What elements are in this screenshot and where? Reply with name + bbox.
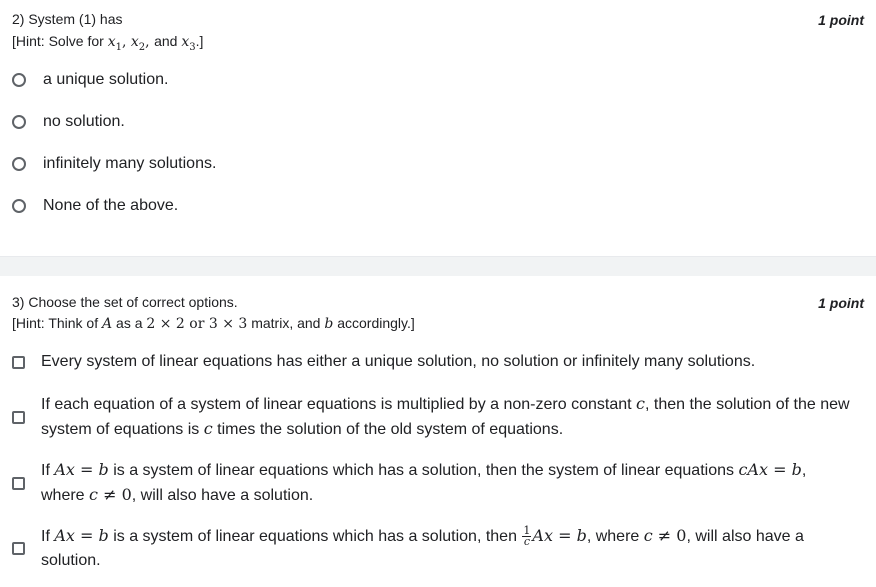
math-fraction-one-over-c: [522, 526, 531, 547]
radio-button[interactable]: [12, 115, 26, 129]
question-2-points: 1 point: [818, 12, 864, 28]
question-3-option-3[interactable]: [12, 458, 864, 508]
hint-dim-2x2: 2 × 2: [146, 316, 185, 332]
hint-dim-3x3: 3 × 3: [208, 316, 248, 332]
radio-button[interactable]: [12, 199, 26, 213]
radio-button[interactable]: [12, 73, 26, 87]
radio-button[interactable]: [12, 157, 26, 171]
math-Ax: Ax: [532, 526, 553, 545]
hint-suffix: accordingly.]: [333, 315, 415, 331]
math-b: b: [791, 460, 802, 479]
option-label: None of the above.: [43, 197, 179, 214]
math-b: b: [98, 460, 109, 479]
question-2-option-3[interactable]: [12, 152, 864, 176]
option-text: If: [41, 462, 55, 479]
hint-sub-1: 1: [115, 41, 122, 53]
math-c: c: [636, 394, 645, 413]
fraction-denominator: c: [523, 535, 530, 549]
option-label: [41, 458, 806, 508]
option-label: no solution.: [43, 113, 125, 130]
math-c: c: [89, 485, 98, 504]
math-neq-zero: ≠ 0: [98, 485, 132, 504]
hint-sub-3: 3: [189, 41, 196, 53]
fraction-numerator: 1: [523, 524, 531, 538]
hint-and: and: [154, 33, 178, 49]
option-text: , where: [586, 528, 644, 545]
math-c: c: [643, 526, 653, 545]
option-text: is a system of linear equations which has a solution, then the system of linear equations: [108, 462, 739, 479]
question-2-option-2[interactable]: [12, 110, 864, 134]
math-c: c: [203, 419, 213, 438]
checkbox[interactable]: [12, 477, 25, 490]
option-text: system of equations is: [41, 421, 204, 438]
math-equals: =: [553, 526, 577, 545]
option-text: , will also have a: [686, 528, 804, 545]
question-3-points: 1 point: [818, 295, 864, 311]
math-Ax: Ax: [54, 460, 75, 479]
option-text: solution.: [41, 552, 101, 569]
option-label: infinitely many solutions.: [43, 155, 217, 172]
hint-prefix: [Hint: Solve for: [12, 33, 108, 49]
question-2-title: 2) System (1) has: [12, 11, 123, 27]
option-label: [41, 392, 850, 442]
hint-prefix: [Hint: Think of: [12, 315, 103, 331]
option-text: If: [41, 528, 55, 545]
question-3-option-1[interactable]: [12, 350, 864, 374]
checkbox[interactable]: [12, 356, 25, 369]
option-text: is a system of linear equations which has a solution, then: [108, 528, 522, 545]
math-b: b: [576, 526, 587, 545]
question-2-card: [0, 0, 876, 256]
question-3-hint: [12, 315, 415, 332]
option-text: , then the solution of the new: [644, 396, 850, 413]
math-Ax: Ax: [54, 526, 75, 545]
option-text: , will also have a solution.: [131, 487, 314, 504]
question-2-option-4[interactable]: [12, 194, 864, 218]
question-2-option-1[interactable]: [12, 68, 864, 92]
option-label: [41, 524, 804, 573]
math-equals: =: [74, 460, 99, 479]
question-divider: [0, 256, 876, 277]
question-2-hint: [Hint: Solve for $x_1$, $x_2$, and $x_3$.]: [12, 33, 204, 53]
question-3-option-2[interactable]: [12, 392, 864, 442]
question-3-option-4[interactable]: [12, 524, 864, 573]
hint-var-x3: x: [181, 34, 190, 50]
option-text: where: [41, 487, 90, 504]
hint-suffix: .]: [195, 33, 204, 49]
question-3-title: 3) Choose the set of correct options.: [12, 294, 238, 310]
math-b: b: [98, 526, 109, 545]
checkbox[interactable]: [12, 411, 25, 424]
hint-matrix-A: A: [102, 316, 113, 332]
math-cAx: cAx: [738, 460, 768, 479]
math-neq-zero: ≠ 0: [652, 526, 687, 545]
checkbox[interactable]: [12, 542, 25, 555]
option-text: ,: [801, 462, 807, 479]
hint-sub-2: 2: [138, 41, 146, 53]
hint-or: or: [184, 316, 209, 332]
option-text: If each equation of a system of linear equations is multiplied by a non-zero constant: [41, 396, 637, 413]
math-equals: =: [74, 526, 99, 545]
option-label: a unique solution.: [43, 71, 169, 88]
math-equals: =: [767, 460, 792, 479]
option-text: times the solution of the old system of equations.: [212, 421, 564, 438]
hint-matrix-and: matrix, and: [247, 315, 325, 331]
hint-var-x1: x: [107, 34, 116, 50]
hint-var-x2: x: [130, 34, 139, 50]
hint-vector-b: b: [324, 316, 334, 332]
hint-as-a: as a: [112, 315, 147, 331]
question-3-card: [0, 276, 876, 587]
option-label: Every system of linear equations has either a unique solution, no solution or infinitely many solutions.: [41, 353, 756, 370]
